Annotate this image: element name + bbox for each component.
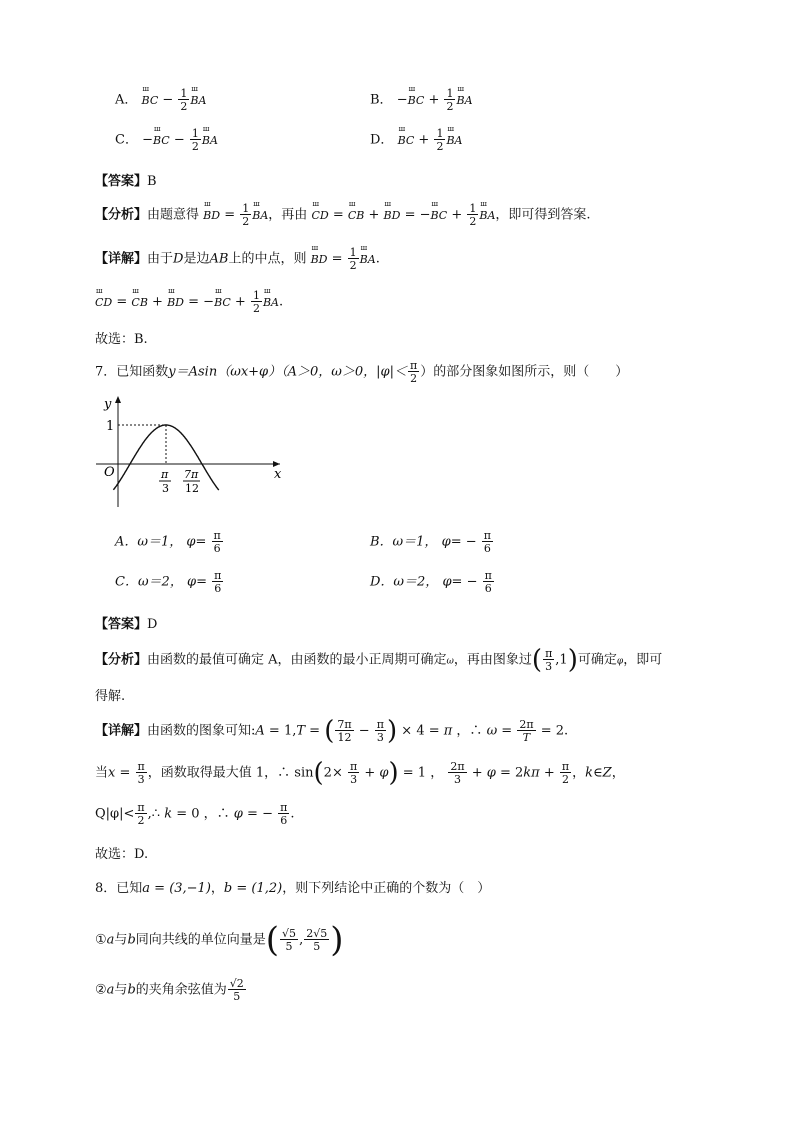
tick-pi3-num: π — [161, 468, 169, 481]
analysis-tag: 【分析】 — [95, 207, 148, 223]
item-number: ① — [95, 932, 107, 948]
tick-7pi12-den: 12 — [185, 482, 199, 495]
frac-2sqrt5-5: $\frac{2√5}{5}$ — [306, 927, 328, 953]
vec-ba: ш BA — [456, 94, 472, 107]
q7-analysis: 【分析】由函数的最值可确定 A，由函数的最小正周期可确定ω，再由图象过( $\frac{\pi}{3}$ ,1)可确定φ，即可 — [95, 645, 663, 675]
q6-detail-equation: ш CD = ш CB + ш BD = −ш BC + $\frac{1}{2}$ ш BA. — [95, 290, 283, 314]
detail-var: D — [173, 251, 184, 267]
analysis-text: 由题意得 — [147, 207, 200, 223]
q8-item-text: 同向共线的单位向量是 — [135, 932, 266, 948]
q7-stem-text: 7．已知函数 — [95, 364, 169, 380]
frac-sqrt2-5: $\frac{√2}{5}$ — [229, 977, 244, 1003]
frac-pi-2: $\frac{\pi}{2}$ — [410, 359, 418, 385]
frac-pi-6: $\frac{\pi}{6}$ — [213, 529, 221, 555]
frac-pi-6: $\frac{\pi}{6}$ — [483, 529, 491, 555]
q8-item-text: 与 — [114, 932, 128, 948]
y-axis-arrow — [115, 396, 121, 403]
q7-option-a-text: A．ω＝1， — [115, 534, 183, 550]
frac-half: $\frac{1}{2}$ — [242, 202, 250, 228]
vec-ba: ш BA — [360, 253, 376, 266]
q6-answer — [95, 170, 157, 189]
vec-bc: ш BC — [214, 296, 231, 309]
analysis-text: 由函数的最值可确定 A，由函数的最小正周期可确定 — [147, 652, 447, 668]
vec-cb: ш CB — [131, 296, 148, 309]
q7-option-c-text: C．ω＝2， — [115, 574, 183, 590]
vec-cb: ш CB — [348, 209, 365, 222]
answer-tag: 【答案】 — [95, 617, 148, 632]
frac-pi-3: $\frac{\pi}{3}$ — [137, 760, 145, 786]
frac-half: $\frac{1}{2}$ — [252, 289, 260, 315]
vec-bc: ш BC — [142, 94, 159, 107]
answer-value: B — [147, 174, 157, 189]
vec-a-value: a = (3,−1) — [142, 881, 211, 896]
frac-pi-6: $\frac{\pi}{6}$ — [214, 569, 222, 595]
frac-pi-3: $\frac{\pi}{3}$ — [349, 760, 358, 786]
q7-option-c: C．ω＝2， φ= $\frac{\pi}{6}$ — [115, 569, 222, 595]
q7-stem — [95, 360, 628, 384]
detail-text: 上的中点，则 — [228, 251, 307, 267]
q7-option-b: B．ω＝1， φ= − $\frac{\pi}{6}$ — [370, 529, 491, 555]
vec-bd: ш BD — [167, 296, 184, 309]
q7-option-d-text: D．ω＝2， — [370, 574, 439, 590]
frac-pi-6: $\frac{\pi}{6}$ — [280, 801, 288, 827]
vec-ba: ш BA — [190, 94, 206, 107]
q8-item2: ②a与b的夹角余弦值为 $\frac{√2}{5}$ — [95, 977, 244, 1003]
analysis-text: ，再由图象过 — [453, 652, 532, 668]
frac-pi-2: $\frac{\pi}{2}$ — [561, 760, 570, 786]
vec-ba: ш BA — [252, 209, 268, 222]
detail-text: 当 — [95, 765, 109, 781]
q7-conclusion: 故选：D. — [95, 847, 149, 862]
q7-stem-text: ）的部分图象如图所示，则（ ） — [420, 364, 629, 380]
detail-tag: 【详解】 — [95, 251, 148, 267]
frac-half: $\frac{1}{2}$ — [446, 87, 454, 113]
q6-option-a: A． ш BC − $\frac{1}{2}$ ш BA — [115, 88, 206, 112]
q6-option-b: B． −ш BC + $\frac{1}{2}$ ш BA — [370, 88, 473, 112]
q7-answer — [95, 613, 157, 632]
frac-half: $\frac{1}{2}$ — [180, 87, 188, 113]
q6-option-c: C． −ш BC − $\frac{1}{2}$ ш BA — [115, 128, 218, 152]
vec-ba: ш BA — [202, 134, 218, 147]
q6-conclusion: 故选：B. — [95, 332, 148, 347]
analysis-tag: 【分析】 — [95, 652, 148, 668]
vec-ba: ш BA — [446, 134, 462, 147]
q7-option-a: A．ω＝1， φ= $\frac{\pi}{6}$ — [115, 529, 221, 555]
vec-ba: ш BA — [263, 296, 279, 309]
detail-text: ，函数取得最大值 1， — [147, 765, 278, 781]
detail-text: Q|φ|< — [95, 806, 135, 822]
vec-ba: ш BA — [479, 209, 495, 222]
q8-stem-text: 8．已知 — [95, 881, 143, 896]
q6-option-d-label: D． — [370, 132, 394, 148]
tick-7pi12-num: 7π — [184, 468, 199, 481]
frac-pi-2: $\frac{\pi}{2}$ — [137, 801, 145, 827]
q6-detail: 【详解】由于D是边AB上的中点，则 ш BD = $\frac{1}{2}$ ш BA. — [95, 247, 380, 271]
vec-b-value: b = (1,2) — [223, 881, 283, 896]
q7-stem-func: y＝Asin（ωx+φ）（A＞0，ω＞0，|φ|＜ — [168, 364, 408, 380]
q6-analysis: 【分析】由题意得 ш BD = $\frac{1}{2}$ ш BA，再由 ш CD = ш CB + ш BD = −ш BC + $\frac{1}{2}$ ш BA，即可得到答案. — [95, 203, 591, 227]
frac-half: $\frac{1}{2}$ — [349, 246, 357, 272]
tick-pi3-den: 3 — [162, 482, 169, 495]
analysis-text: ，再由 — [268, 207, 308, 223]
origin-label: O — [104, 465, 115, 480]
q7-analysis-line2: 得解. — [95, 689, 126, 704]
frac-half: $\frac{1}{2}$ — [436, 127, 444, 153]
answer-tag: 【答案】 — [95, 174, 148, 189]
vec-bc: ш BC — [398, 134, 415, 147]
detail-var: AB — [209, 251, 229, 267]
q6-option-a-label: A． — [115, 92, 138, 108]
q8-item1: ①a与b同向共线的单位向量是( $\frac{√5}{5}$ , $\frac{2√5}{5}$ ) — [95, 920, 344, 960]
q8-stem: 8．已知a = (3,−1)，b = (1,2)，则下列结论中正确的个数为（ ） — [95, 881, 491, 896]
q7-option-d: D．ω＝2， φ= − $\frac{\pi}{6}$ — [370, 569, 492, 595]
frac-pi-6: $\frac{\pi}{6}$ — [484, 569, 492, 595]
item-number: ② — [95, 982, 107, 998]
vec-bc: ш BC — [153, 134, 170, 147]
vec-bc: ш BC — [408, 94, 425, 107]
max-label: 1 — [106, 419, 115, 434]
frac-sqrt5-5: $\frac{√5}{5}$ — [282, 927, 297, 953]
q6-option-c-label: C． — [115, 132, 138, 148]
frac-half: $\frac{1}{2}$ — [469, 202, 477, 228]
vec-bd: ш BD — [311, 253, 328, 266]
frac-2pi-3: $\frac{2\pi}{3}$ — [450, 760, 465, 786]
detail-text: 是边 — [183, 251, 210, 267]
q7-detail-line3: Q|φ|< $\frac{\pi}{2}$ ,∴ k = 0 ，∴ φ = − $\frac{\pi}{6}$ . — [95, 801, 295, 827]
frac-half: $\frac{1}{2}$ — [191, 127, 199, 153]
vec-bc: ш BC — [431, 209, 448, 222]
analysis-text: ，即可 — [623, 652, 663, 668]
q7-detail: 【详解】由函数的图象可知:A = 1,T = ( $\frac{7\pi}{12}$ − $\frac{\pi}{3}$ ) × 4 = π ，∴ ω = $\frac{2\pi}{T}$ = 2. — [95, 716, 569, 746]
vec-bd: ш BD — [384, 209, 401, 222]
vec-bd: ш BD — [203, 209, 220, 222]
q8-stem-text: ，则下列结论中正确的个数为（ ） — [282, 881, 491, 896]
detail-tag: 【详解】 — [95, 723, 148, 739]
detail-text: 由于 — [147, 251, 174, 267]
frac-pi-3: $\frac{\pi}{3}$ — [545, 647, 553, 673]
answer-value: D — [147, 617, 158, 632]
y-axis-label: y — [104, 397, 112, 412]
q8-item-text: 的夹角余弦值为 — [135, 982, 227, 998]
frac-pi-3: $\frac{\pi}{3}$ — [376, 718, 384, 744]
q7-option-b-text: B．ω＝1， — [370, 534, 438, 550]
frac-7pi-12: $\frac{7\pi}{12}$ — [337, 718, 352, 744]
q8-item-text: 与 — [114, 982, 128, 998]
frac-2pi-T: $\frac{2\pi}{T}$ — [519, 718, 534, 744]
sine-graph — [90, 392, 290, 510]
q6-option-d: D． ш BC + $\frac{1}{2}$ ш BA — [370, 128, 463, 152]
analysis-text: 可确定 — [577, 652, 617, 668]
detail-text: 由函数的图象可知: — [147, 723, 256, 739]
vec-cd: ш CD — [311, 209, 328, 222]
vec-cd: ш CD — [95, 296, 112, 309]
q6-option-b-label: B． — [370, 92, 393, 108]
analysis-text: ，即可得到答案. — [495, 207, 591, 223]
x-axis-label: x — [274, 467, 282, 482]
q7-detail-line2: 当x = $\frac{\pi}{3}$ ，函数取得最大值 1，∴ sin(2× $\frac{\pi}{3}$ + φ) = 1 ， $\frac{2\pi}{3}$ + φ = 2kπ + $\frac{\pi}{2}$ ，k∈Z， — [95, 758, 625, 788]
